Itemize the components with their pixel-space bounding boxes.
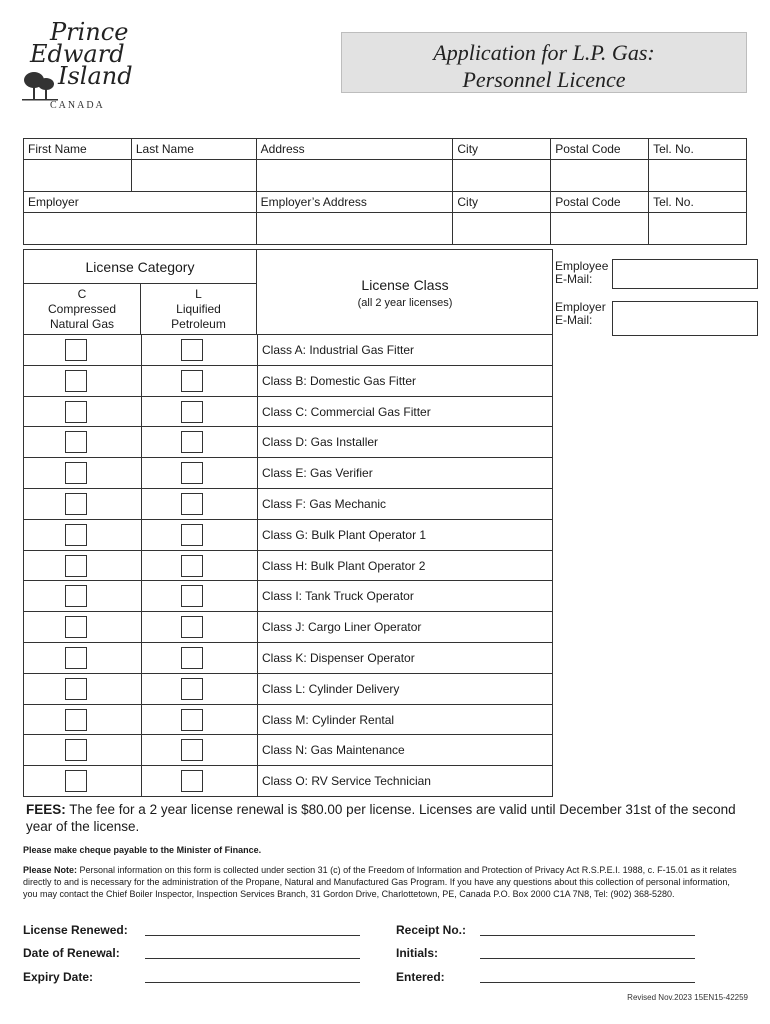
category-l-line1: Liquified <box>176 302 221 316</box>
fees-text <box>26 801 741 835</box>
category-c-checkbox[interactable] <box>65 431 87 453</box>
employee-email-field[interactable] <box>612 259 758 289</box>
employer-city-label: City <box>453 192 551 213</box>
pei-logo <box>20 20 145 115</box>
category-l-checkbox[interactable] <box>181 585 203 607</box>
category-l-checkbox[interactable] <box>181 739 203 761</box>
license-class-label: Class H: Bulk Plant Operator 2 <box>262 558 426 573</box>
employer-address-field[interactable] <box>256 213 453 245</box>
employer-address-label: Employer’s Address <box>256 192 453 213</box>
column-divider <box>257 705 258 735</box>
revision-note: Revised Nov.2023 15EN15-42259 <box>627 993 748 1002</box>
license-renewed-label: License Renewed: <box>23 923 128 937</box>
license-renewed-line[interactable] <box>145 935 360 936</box>
category-c-checkbox[interactable] <box>65 555 87 577</box>
postal-code-field[interactable] <box>551 160 649 192</box>
license-row <box>23 612 553 643</box>
initials-label: Initials: <box>396 946 439 960</box>
license-row <box>23 643 553 674</box>
employer-postal-code-field[interactable] <box>551 213 649 245</box>
expiry-date-line[interactable] <box>145 982 360 983</box>
column-divider <box>257 427 258 457</box>
employer-field[interactable] <box>24 213 257 245</box>
column-divider <box>141 520 142 550</box>
license-class-title: License Class <box>361 277 449 293</box>
last-name-label: Last Name <box>131 139 256 160</box>
entered-line[interactable] <box>480 982 695 983</box>
license-header <box>23 249 553 335</box>
category-c-code: C <box>77 287 87 301</box>
column-divider <box>257 643 258 673</box>
logo-country: CANADA <box>50 100 105 111</box>
category-l-line2: Petroleum <box>171 317 226 331</box>
column-divider <box>257 612 258 642</box>
category-l-checkbox[interactable] <box>181 431 203 453</box>
column-divider <box>141 705 142 735</box>
logo-line-1: Prince <box>50 18 129 46</box>
receipt-no-label: Receipt No.: <box>396 923 467 937</box>
category-l-checkbox[interactable] <box>181 709 203 731</box>
column-divider <box>141 335 142 365</box>
column-divider <box>257 766 258 796</box>
last-name-field[interactable] <box>131 160 256 192</box>
employee-email-label <box>555 260 608 286</box>
title-line-1: Application for L.P. Gas: <box>433 40 655 65</box>
category-c-checkbox[interactable] <box>65 462 87 484</box>
category-c-checkbox[interactable] <box>65 770 87 792</box>
receipt-no-line[interactable] <box>480 935 695 936</box>
license-class-label: Class N: Gas Maintenance <box>262 743 405 758</box>
license-class-label: Class O: RV Service Technician <box>262 774 431 789</box>
license-class-label: Class M: Cylinder Rental <box>262 712 395 727</box>
column-divider <box>257 366 258 396</box>
category-c-header <box>24 284 141 335</box>
city-label: City <box>453 139 551 160</box>
column-divider <box>257 520 258 550</box>
column-divider <box>257 335 258 365</box>
license-category-title: License Category <box>24 250 257 284</box>
privacy-note <box>23 864 743 900</box>
license-row <box>23 735 553 766</box>
tel-no-label: Tel. No. <box>649 139 747 160</box>
column-divider <box>141 427 142 457</box>
category-c-checkbox[interactable] <box>65 616 87 638</box>
category-l-checkbox[interactable] <box>181 770 203 792</box>
tel-no-field[interactable] <box>649 160 747 192</box>
date-of-renewal-line[interactable] <box>145 958 360 959</box>
license-row <box>23 366 553 397</box>
license-class-subtitle: (all 2 year licenses) <box>357 297 453 309</box>
category-l-checkbox[interactable] <box>181 339 203 361</box>
license-class-label: Class I: Tank Truck Operator <box>262 589 414 604</box>
category-l-checkbox[interactable] <box>181 647 203 669</box>
license-row <box>23 427 553 458</box>
postal-code-label: Postal Code <box>551 139 649 160</box>
license-class-label: Class D: Gas Installer <box>262 435 379 450</box>
category-l-header <box>141 284 257 335</box>
category-l-checkbox[interactable] <box>181 462 203 484</box>
license-row <box>23 397 553 428</box>
license-row <box>23 766 553 797</box>
column-divider <box>141 766 142 796</box>
employer-postal-code-label: Postal Code <box>551 192 649 213</box>
category-c-line1: Compressed <box>47 302 117 316</box>
employee-email-label-line1: Employee <box>555 259 609 273</box>
license-row <box>23 551 553 582</box>
category-c-checkbox[interactable] <box>65 647 87 669</box>
category-c-checkbox[interactable] <box>65 739 87 761</box>
license-class-label: Class L: Cylinder Delivery <box>262 681 400 696</box>
category-l-checkbox[interactable] <box>181 555 203 577</box>
category-c-checkbox[interactable] <box>65 493 87 515</box>
license-class-label: Class K: Dispenser Operator <box>262 650 415 665</box>
column-divider <box>257 581 258 611</box>
column-divider <box>141 674 142 704</box>
license-row <box>23 705 553 736</box>
category-c-checkbox[interactable] <box>65 339 87 361</box>
column-divider <box>141 735 142 765</box>
category-l-checkbox[interactable] <box>181 678 203 700</box>
column-divider <box>141 489 142 519</box>
column-divider <box>257 489 258 519</box>
license-class-label: Class G: Bulk Plant Operator 1 <box>262 527 427 542</box>
column-divider <box>141 551 142 581</box>
column-divider <box>141 581 142 611</box>
category-c-checkbox[interactable] <box>65 678 87 700</box>
license-class-label: Class B: Domestic Gas Fitter <box>262 373 417 388</box>
logo-line-3: Island <box>58 62 133 90</box>
initials-line[interactable] <box>480 958 695 959</box>
category-c-checkbox[interactable] <box>65 401 87 423</box>
employee-email-label-line2: E-Mail: <box>555 272 593 286</box>
license-row <box>23 489 553 520</box>
employer-email-field[interactable] <box>612 301 758 336</box>
column-divider <box>141 458 142 488</box>
license-class-label: Class C: Commercial Gas Fitter <box>262 404 431 419</box>
column-divider <box>257 674 258 704</box>
category-l-checkbox[interactable] <box>181 616 203 638</box>
logo-line-2: Edward <box>30 40 125 68</box>
category-l-code: L <box>195 287 202 301</box>
date-of-renewal-label: Date of Renewal: <box>23 946 120 960</box>
column-divider <box>141 397 142 427</box>
license-row <box>23 520 553 551</box>
column-divider <box>257 397 258 427</box>
title-line-2: Personnel Licence <box>462 67 626 92</box>
employer-city-field[interactable] <box>453 213 551 245</box>
first-name-field[interactable] <box>24 160 132 192</box>
column-divider <box>141 366 142 396</box>
column-divider <box>141 643 142 673</box>
license-class-label: Class E: Gas Verifier <box>262 466 373 481</box>
category-c-checkbox[interactable] <box>65 370 87 392</box>
employer-email-label-line1: Employer <box>555 300 606 314</box>
employer-label: Employer <box>24 192 257 213</box>
category-l-checkbox[interactable] <box>181 370 203 392</box>
column-divider <box>141 612 142 642</box>
privacy-note-body: Personal information on this form is collected under section 31 (c) of the Freedom of Information and Protection of Privacy Act R.S.P.E.I. 1988, c. F-15.01 as it relates directly to and is necessary for the administration of the Propane, Natural and Manufactured Gas Program. If you have any questions about this collection of personal information, you may contact the Chief Boiler Inspector, Inspection Services Branch, 31 Gordon Drive, Charlottetown, PE, Canada P.O. Box 2000 C1A 7N8, Tel: (902) 368-5280. <box>23 865 737 899</box>
license-class-label: Class J: Cargo Liner Operator <box>262 620 422 635</box>
address-label: Address <box>256 139 453 160</box>
employer-tel-no-field[interactable] <box>649 213 747 245</box>
license-class-label: Class F: Gas Mechanic <box>262 496 387 511</box>
first-name-label: First Name <box>24 139 132 160</box>
column-divider <box>257 458 258 488</box>
license-row <box>23 674 553 705</box>
category-c-line2: Natural Gas <box>49 317 115 331</box>
fees-label: FEES: <box>26 802 66 817</box>
category-l-checkbox[interactable] <box>181 524 203 546</box>
employer-email-label <box>555 301 606 327</box>
license-row <box>23 335 553 366</box>
column-divider <box>257 551 258 581</box>
license-class-header <box>257 250 553 335</box>
license-row <box>23 581 553 612</box>
address-field[interactable] <box>256 160 453 192</box>
license-row <box>23 458 553 489</box>
privacy-note-label: Please Note: <box>23 865 78 875</box>
license-class-label: Class A: Industrial Gas Fitter <box>262 343 415 357</box>
personal-info-table <box>23 138 747 245</box>
category-l-checkbox[interactable] <box>181 493 203 515</box>
employer-tel-no-label: Tel. No. <box>649 192 747 213</box>
form-title <box>341 32 747 93</box>
category-l-checkbox[interactable] <box>181 401 203 423</box>
category-c-checkbox[interactable] <box>65 585 87 607</box>
license-rows <box>23 335 553 797</box>
fees-body: The fee for a 2 year license renewal is $80.00 per license. Licenses are valid until December 31st of the second year of the license. <box>26 802 736 834</box>
entered-label: Entered: <box>396 970 445 984</box>
column-divider <box>257 735 258 765</box>
cheque-note: Please make cheque payable to the Minister of Finance. <box>23 845 262 855</box>
expiry-date-label: Expiry Date: <box>23 970 94 984</box>
category-c-checkbox[interactable] <box>65 709 87 731</box>
category-c-checkbox[interactable] <box>65 524 87 546</box>
employer-email-label-line2: E-Mail: <box>555 313 593 327</box>
city-field[interactable] <box>453 160 551 192</box>
